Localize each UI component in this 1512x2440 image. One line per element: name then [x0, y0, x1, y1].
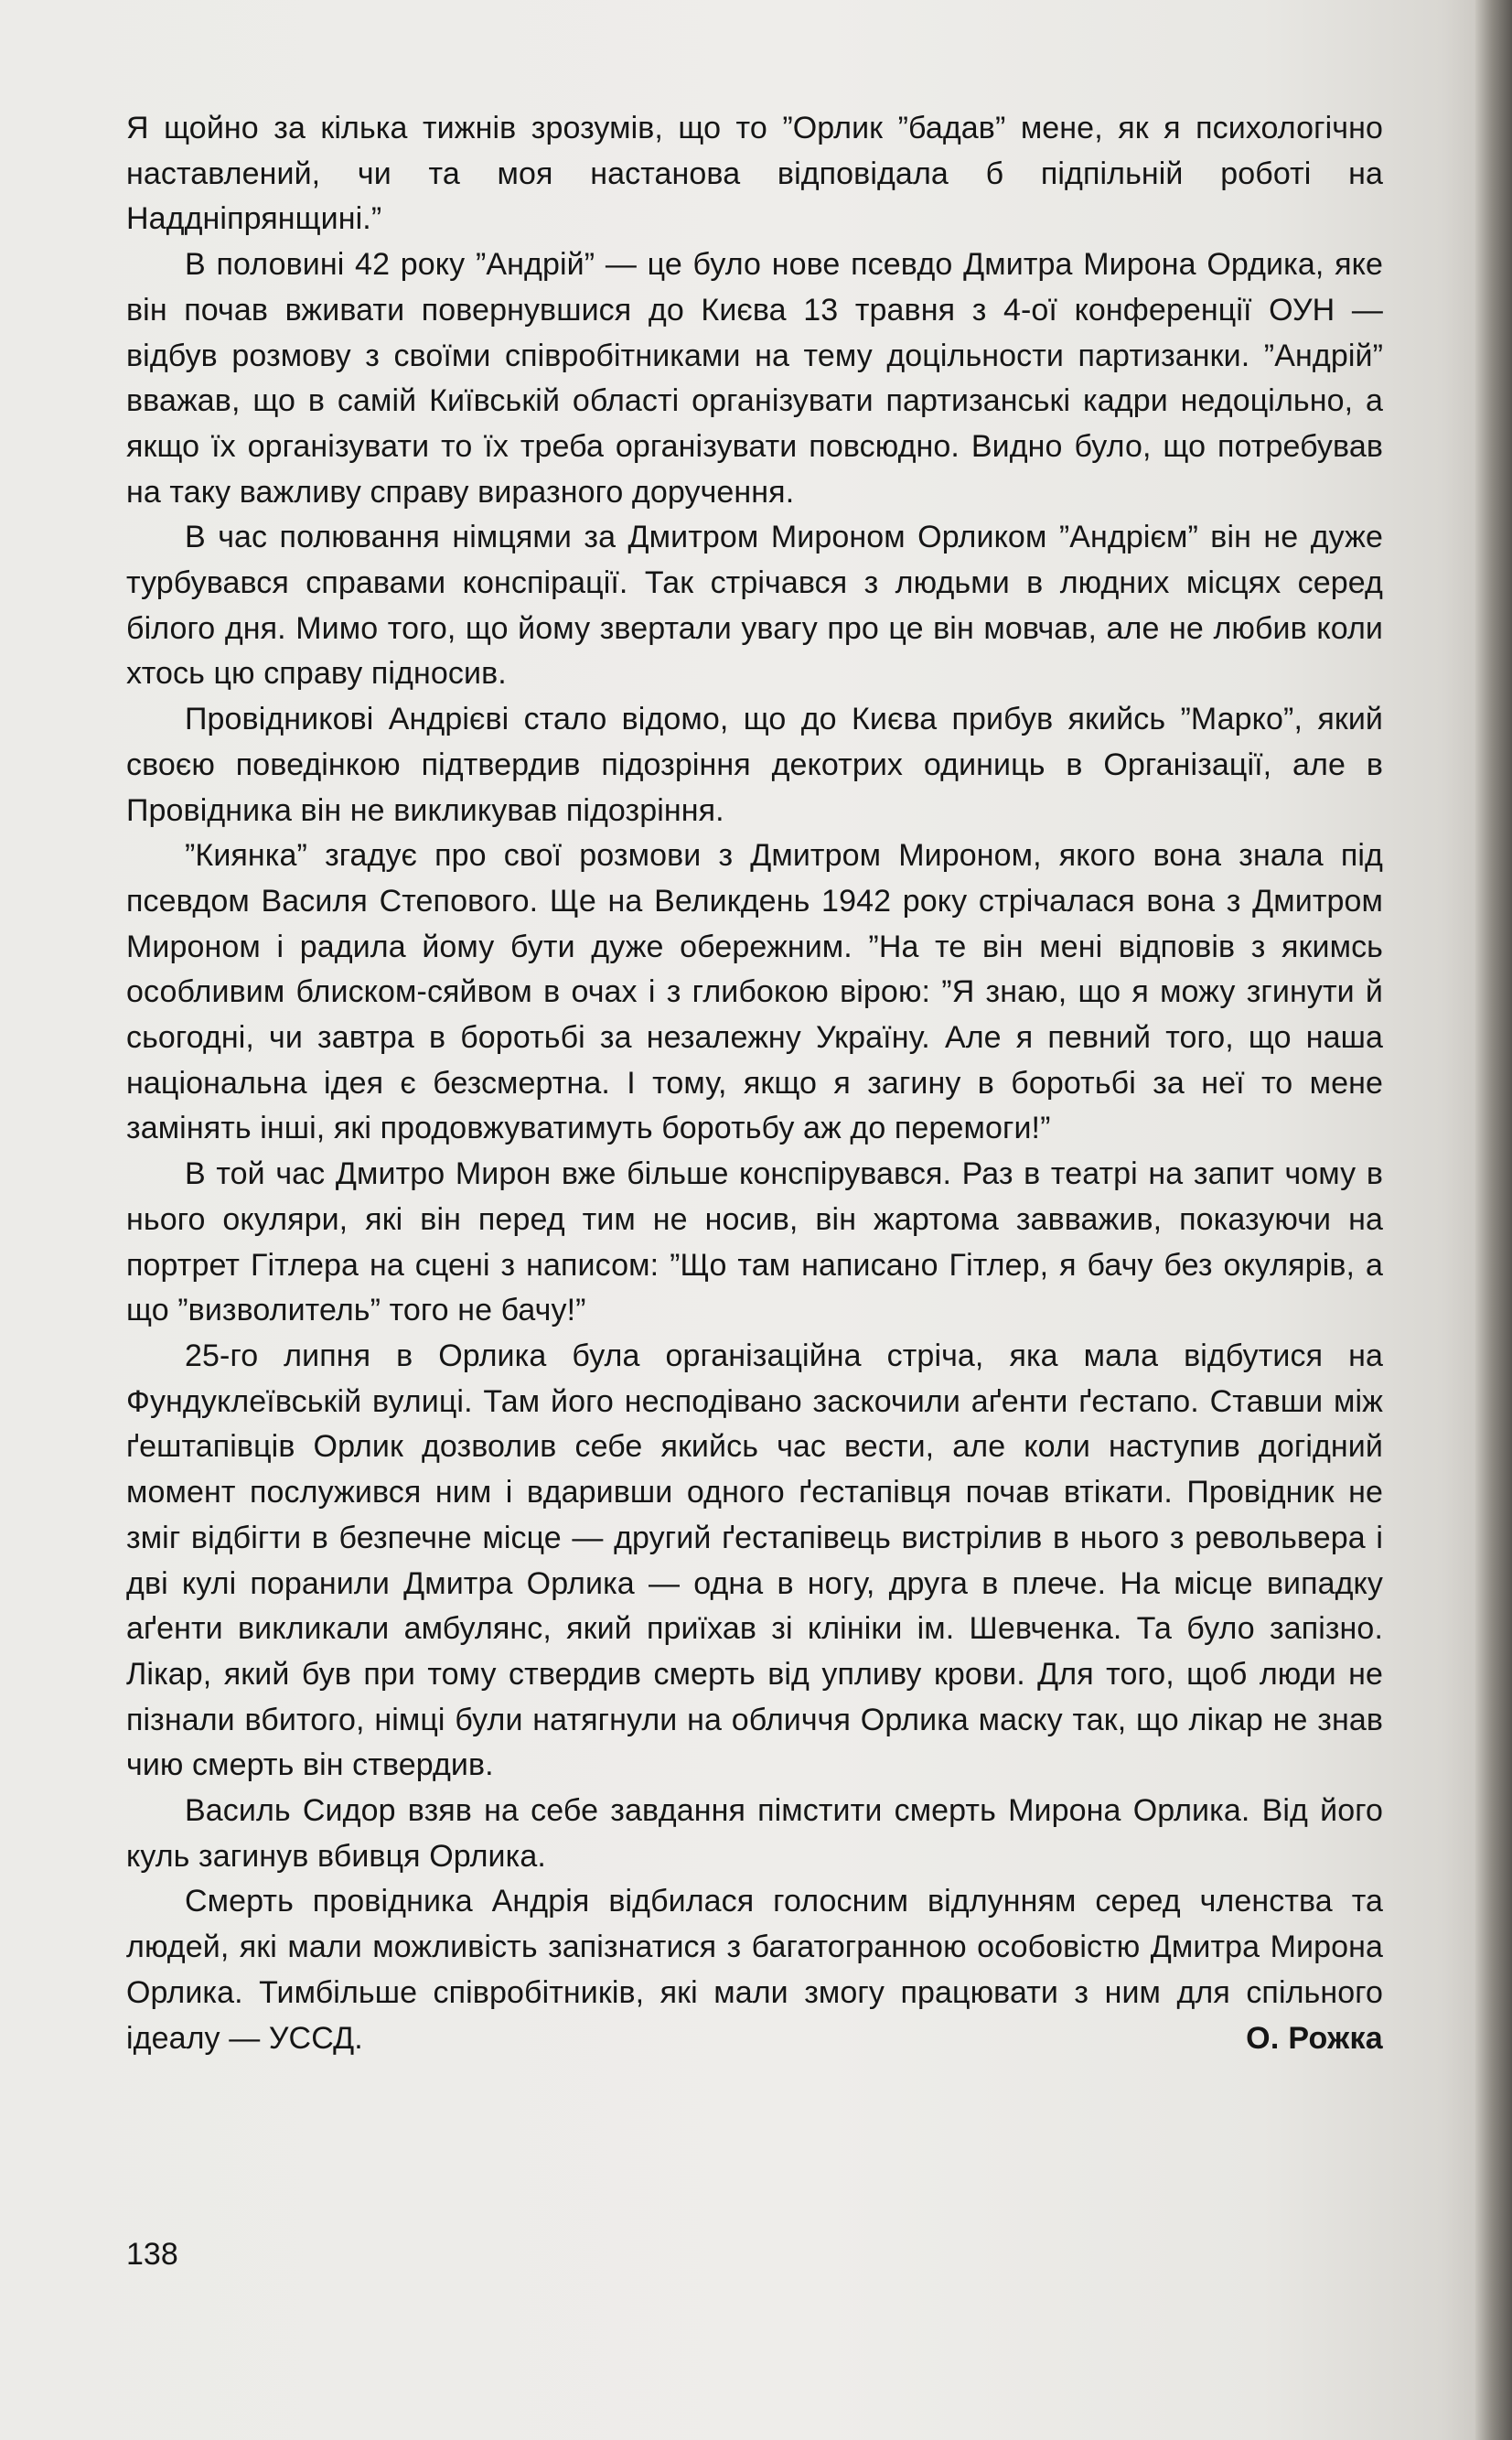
page-number: 138: [126, 2237, 178, 2272]
paragraph-3: В час полювання німцями за Дмитром Мироном Орликом ”Андрієм” він не дуже турбувався справами конспірації. Так стрічався з людьми в людних місцях серед білого дня. Мимо того, що йому звертали увагу про це він мовчав, але не любив коли хтось цю справу підносив.: [126, 520, 1383, 692]
paragraph-1: Я щойно за кілька тижнів зрозумів, що то ”Орлик ”бадав” мене, як я психологічно наставлений, чи та моя настанова відповідала б підпільній роботі на Наддніпрянщині.”: [126, 111, 1383, 237]
final-paragraph-wrapper: [126, 1879, 1383, 2061]
paragraph-6: В той час Дмитро Мирон вже більше конспірувався. Раз в театрі на запит чому в нього окуляри, які він перед тим не носив, він жартома завважив, показуючи на портрет Гітлера на сцені з написом: ”Що там написано Гітлер, я бачу без окулярів, а що ”визволитель” того не бачу!”: [126, 1156, 1383, 1328]
paragraph-8: Василь Сидор взяв на себе завдання пімстити смерть Мирона Орлика. Від його куль загинув вбивця Орлика.: [126, 1793, 1383, 1874]
paragraph-7: 25-го липня в Орлика була організаційна стріча, яка мала відбутися на Фундуклеївській вулиці. Там його несподівано заскочили аґенти ґестапо. Ставши між ґештапівців Орлик дозволив себе якийсь час вести, але коли наступив догідний момент послужився ним і вдаривши одного ґестапівця почав втікати. Провідник не зміг відбігти в безпечне місце — другий ґестапівець вистрілив в нього з револьвера і дві кулі поранили Дмитра Орлика — одна в ногу, друга в плече. На місце випадку аґенти викликали амбулянс, який приїхав зі клініки ім. Шевченка. Та було запізно. Лікар, який був при тому ствердив смерть від упливу крови. Для того, щоб люди не пізнали вбитого, німці були натягнули на обличчя Орлика маску так, що лікар не знав чию смерть він ствердив.: [126, 1338, 1383, 1783]
paragraph-5: ”Киянка” згадує про свої розмови з Дмитром Мироном, якого вона знала під псевдом Василя Степового. Ще на Великдень 1942 року стрічалася вона з Дмитром Мироном і радила йому бути дуже обережним. ”На те він мені відповів з якимсь особливим блиском-сяйвом в очах і з глибокою вірою: ”Я знаю, що я можу згинути й сьогодні, чи завтра в боротьбі за незалежну Україну. Але я певний того, що наша національна ідея є безсмертна. І тому, якщо я загину в боротьбі за неї то мене замінять інші, які продовжуватимуть боротьбу аж до перемоги!”: [126, 838, 1383, 1146]
paragraph-9: Смерть провідника Андрія відбилася голосним відлунням серед членства та людей, які мали можливість запізнатися з багатогранною особовістю Дмитра Мирона Орлика. Тимбільше співробітників, які мали змогу працювати з ним для спільного ідеалу — УССД.: [126, 1884, 1383, 2056]
book-spine-shadow: [1475, 0, 1512, 2440]
author-signature: О. Рожка: [1246, 2020, 1383, 2056]
paragraph-2: В половині 42 року ”Андрій” — це було нове псевдо Дмитра Мирона Ордика, яке він почав вживати повернувшися до Києва 13 травня з 4-ої конференції ОУН — відбув розмову з своїми співробітниками на тему доцільности партизанки. ”Андрій” вважав, що в самій Київській області організувати партизанські кадри недоцільно, а якщо їх організувати то їх треба організувати повсюдно. Видно було, що потребував на таку важливу справу виразного доручення.: [126, 247, 1383, 510]
article-body: [126, 106, 1383, 2061]
paragraph-4: Провідникові Андрієві стало відомо, що до Києва прибув якийсь ”Марко”, який своєю поведінкою підтвердив підозріння декотрих одиниць в Організації, але в Провідника він не викликував підозріння.: [126, 702, 1383, 828]
